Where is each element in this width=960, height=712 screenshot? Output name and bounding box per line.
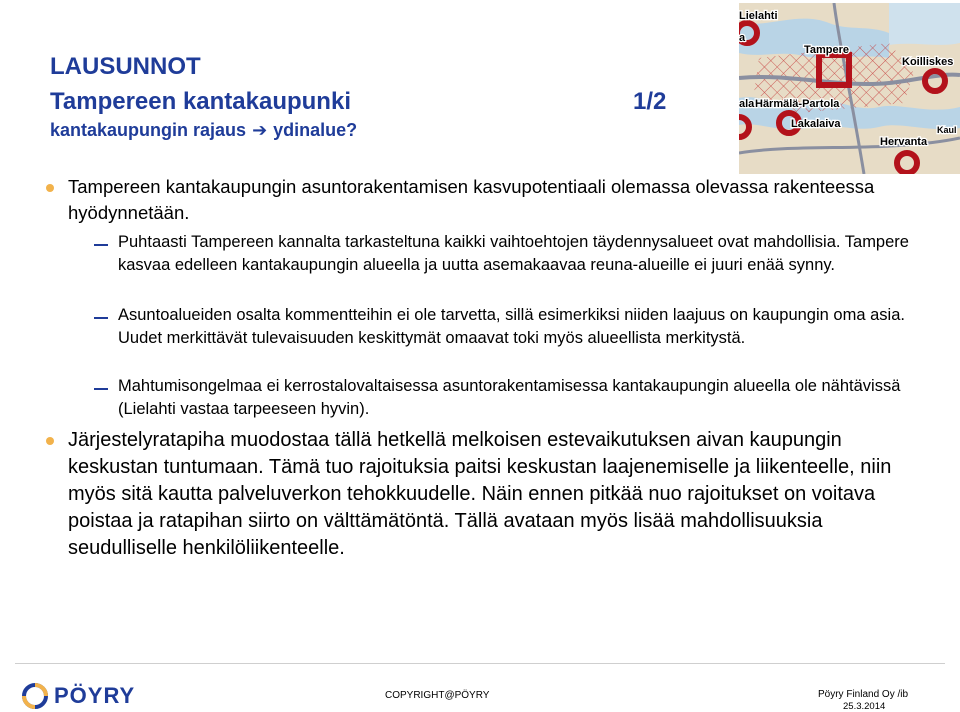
slide-subtitle: Tampereen kantakaupunki — [50, 88, 351, 115]
poyry-logo-icon — [22, 683, 48, 709]
dash-icon — [94, 244, 108, 246]
page-indicator: 1/2 — [633, 88, 667, 115]
footer-company: Pöyry Finland Oy /ib — [818, 689, 909, 700]
map-label: Lielahti — [739, 10, 778, 22]
map-label: Härmälä-Partola — [755, 98, 840, 110]
bullet-dot-icon — [46, 437, 54, 445]
poyry-logo-text: PÖYRY — [54, 683, 136, 708]
bullet-text: Järjestelyratapiha muodostaa tällä hetkellä melkoisen estevaikutuksen aivan kaupungin keskustan tuntumaan. Tämä tuo rajoituksia paitsi keskustan laajenemiselle ja liikenteelle, niin myös sitä kautta palveluverkon tehokkuudelle. Näin ennen pitkää nuo rajoitukset on voitava poistaa ja ratapihan siirto on välttämätöntä. Tällä avataan myös lisää mahdollisuuksia seudulliselle henkilöliikenteelle. — [68, 429, 892, 559]
footer-divider — [15, 663, 945, 664]
topic-right-text: ydinalue? — [273, 120, 358, 140]
map-label: Koilliskes — [902, 56, 954, 68]
topic-left-text: kantakaupungin rajaus — [50, 120, 247, 140]
poyry-logo — [22, 683, 135, 709]
map-label: Lakalaiva — [791, 118, 841, 130]
map-label: a — [739, 32, 746, 44]
slide-topic — [50, 120, 357, 141]
bullet-item — [68, 427, 918, 562]
dash-icon — [94, 388, 108, 390]
dash-icon — [94, 317, 108, 319]
slide-title: LAUSUNNOT — [50, 53, 201, 80]
footer-copyright: COPYRIGHT@PÖYRY — [385, 690, 490, 701]
sub-bullet-item: Puhtaasti Tampereen kannalta tarkasteltuna kaikki vaihtoehtojen täydennysalueet ovat mahdollisia. Tampere kasvaa edelleen kantakaupungin alueella ja uutta asemakaavaa reuna-alueille ei juuri enää synny. — [118, 233, 909, 274]
sub-bullet-item: Asuntoalueiden osalta kommentteihin ei ole tarvetta, sillä esimerkiksi niiden laajuus on kaupungin oma asia. Uudet merkittävät tulevaisuuden keskittymät omaavat toki myös alueellista merkitystä. — [118, 306, 905, 347]
bullet-item — [68, 174, 918, 226]
map-label: Tampere — [804, 44, 850, 56]
map-thumbnail — [739, 3, 960, 174]
footer-date: 25.3.2014 — [843, 701, 886, 712]
map-label: Hervanta — [880, 136, 928, 148]
bullet-dot-icon — [46, 184, 54, 192]
map-label: ala — [739, 98, 755, 110]
bullet-text: Tampereen kantakaupungin asuntorakentamisen kasvupotentiaali olemassa olevassa rakenteessa hyödynnetään. — [68, 176, 875, 223]
map-label: Kaul — [937, 125, 957, 135]
sub-bullet-item: Mahtumisongelmaa ei kerrostalovaltaisessa asuntorakentamisessa kantakaupungin alueella ole nähtävissä (Lielahti vastaa tarpeeseen hyvin). — [118, 377, 901, 418]
map-lake-east — [889, 3, 960, 45]
right-arrow-icon: ➔ — [252, 120, 268, 141]
